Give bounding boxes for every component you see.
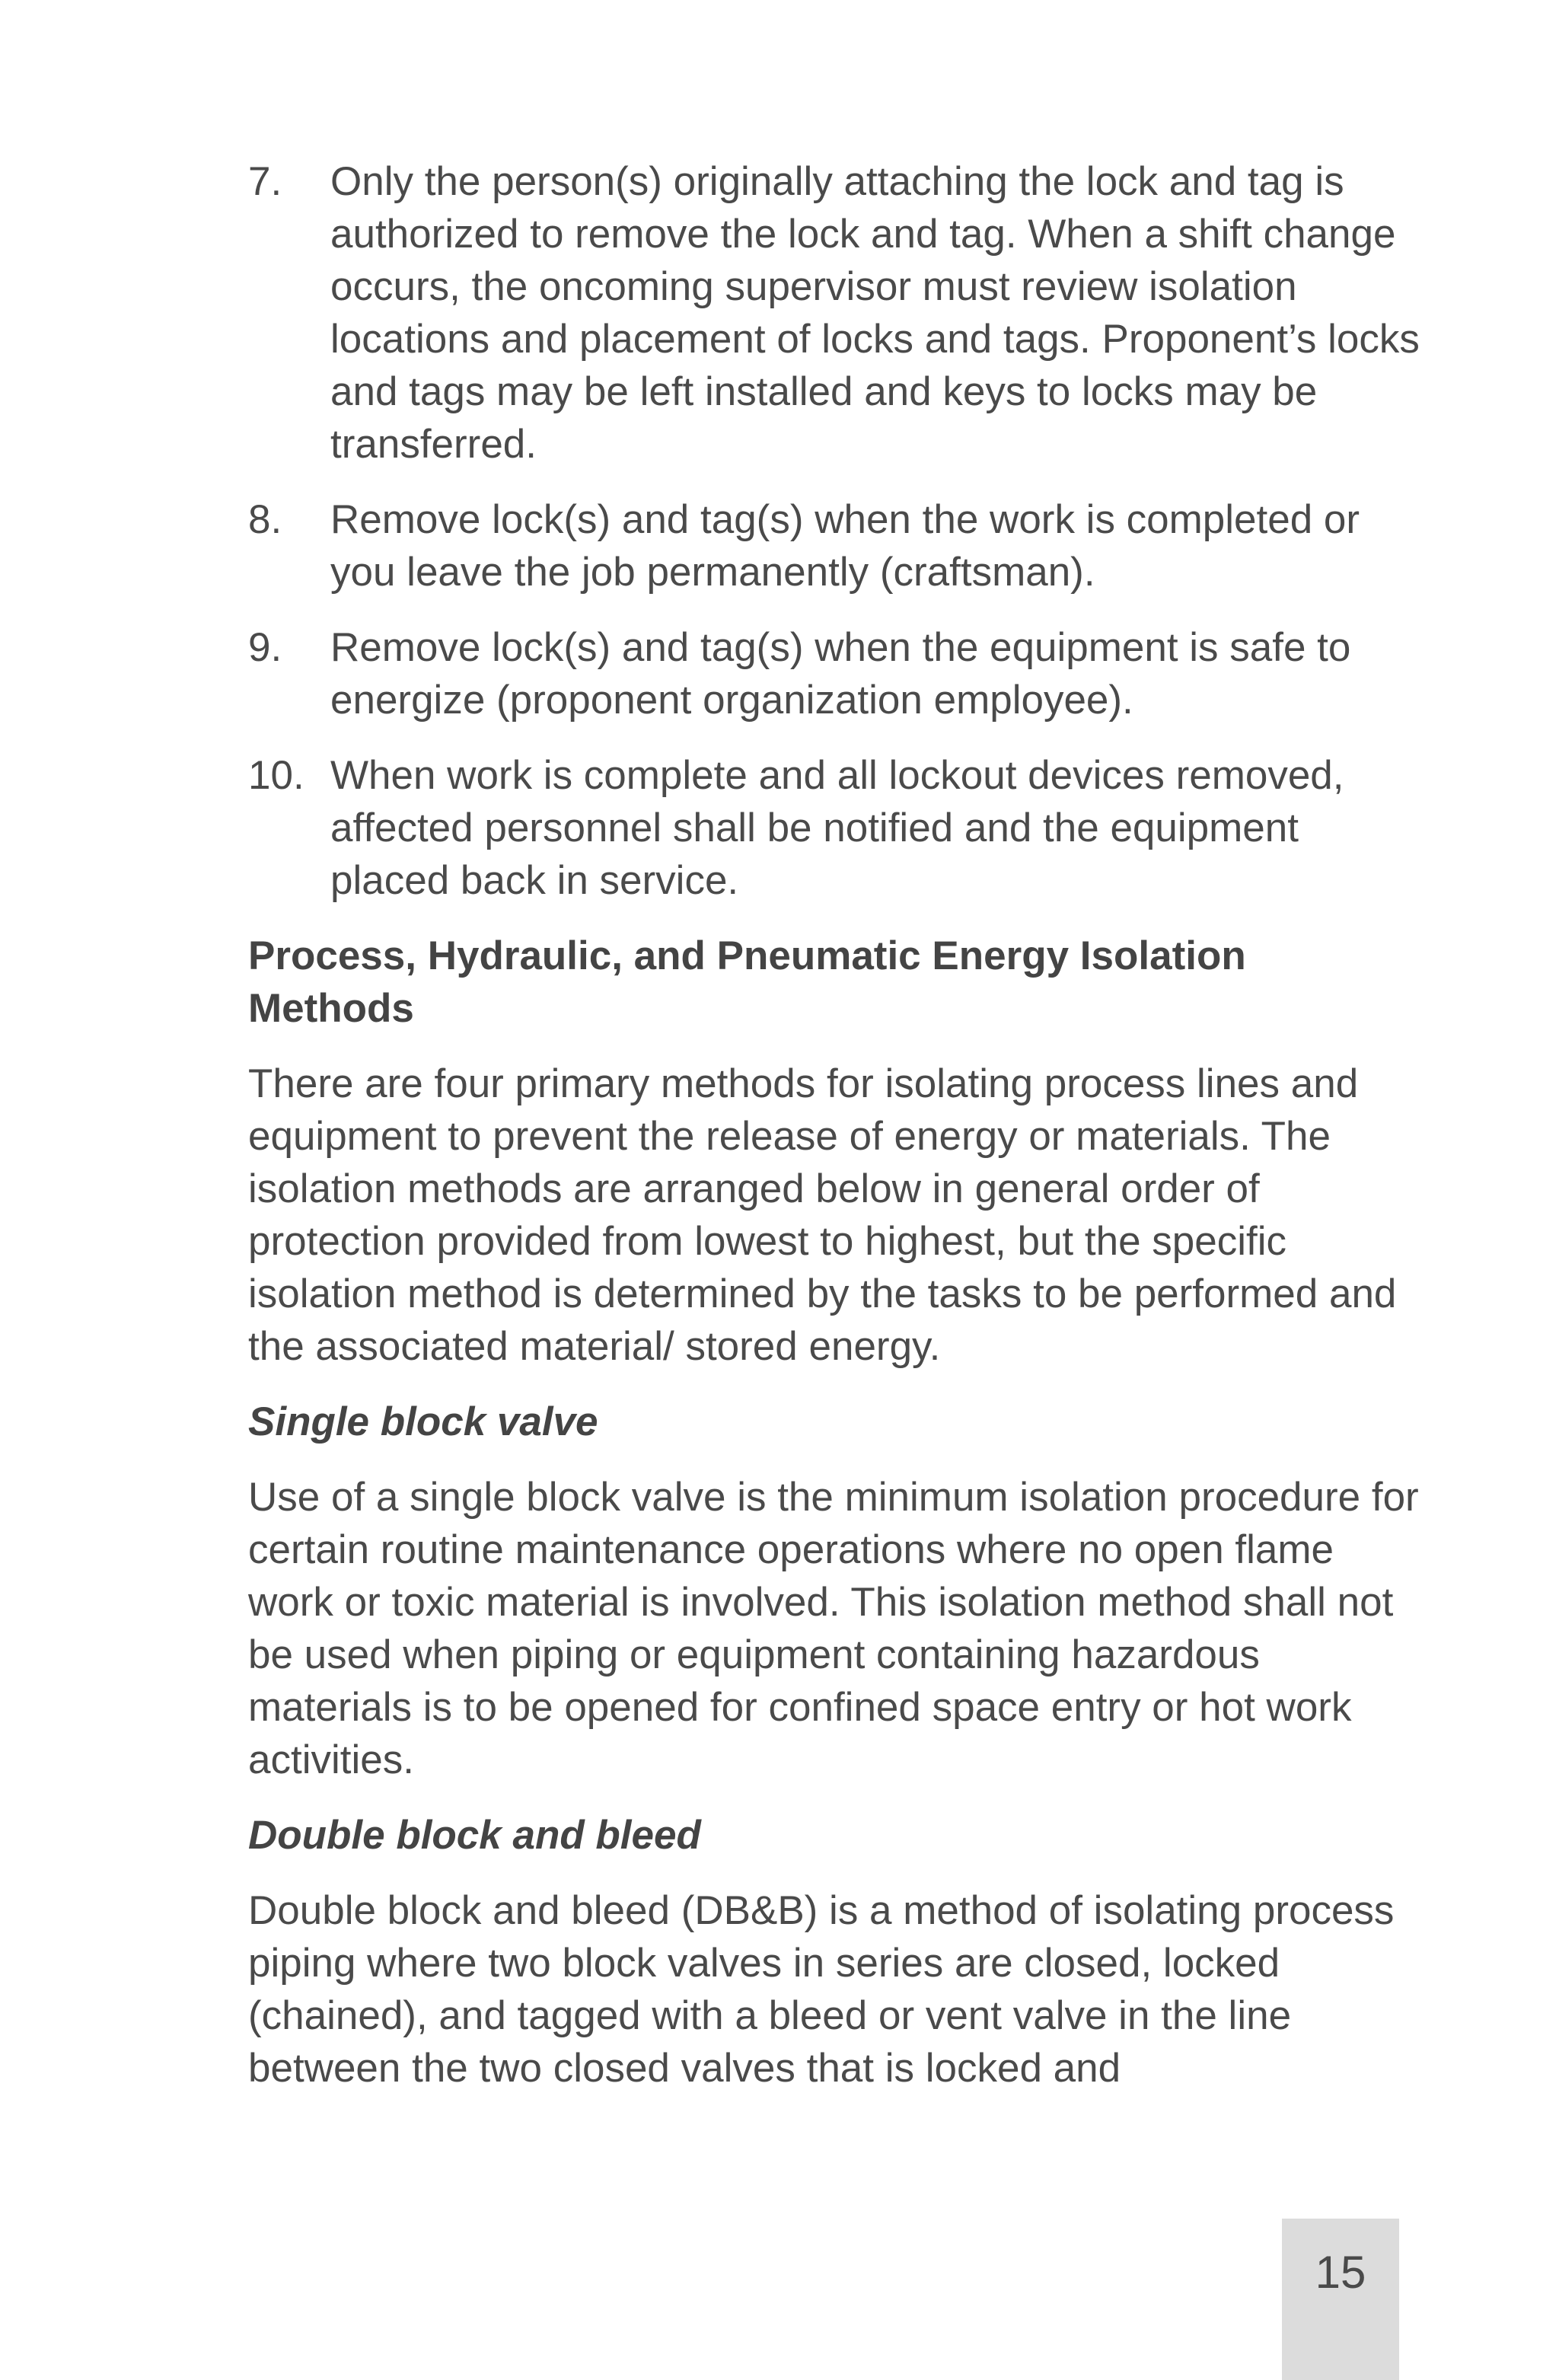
page-content — [248, 155, 1420, 2117]
double-block-heading: Double block and bleed — [248, 1813, 701, 1858]
page-number: 15 — [1315, 2247, 1366, 2298]
list-number: 9. — [248, 625, 282, 670]
list-number: 10. — [248, 753, 304, 798]
list-item — [248, 155, 1420, 471]
list-text: When work is complete and all lockout devices removed, affected personnel shall be notified and the equipment placed back in service. — [330, 753, 1344, 903]
section-intro: There are four primary methods for isolating process lines and equipment to prevent the release of energy or materials. The isolation methods are arranged below in general order of protection provided from lowest to highest, but the specific isolation method is determined by the tasks to be performed and the associated material/ stored energy. — [248, 1061, 1397, 1369]
list-number: 7. — [248, 159, 282, 204]
page-number-tab — [1282, 2219, 1399, 2380]
list-text: Remove lock(s) and tag(s) when the work is completed or you leave the job permanently (craftsman). — [330, 497, 1360, 595]
double-block-text: Double block and bleed (DB&B) is a method of isolating process piping where two block valves in series are closed, locked (chained), and tagged with a bleed or vent valve in the line between the two closed valves that is locked and — [248, 1888, 1395, 2091]
single-block-text: Use of a single block valve is the minimum isolation procedure for certain routine maintenance operations where no open flame work or toxic material is involved. This isolation method shall not be used when piping or equipment containing hazardous materials is to be opened for confined space entry or hot work activities. — [248, 1475, 1419, 1782]
list-text: Only the person(s) originally attaching the lock and tag is authorized to remove the lock and tag. When a shift change occurs, the oncoming supervisor must review isolation locations and placement of locks and tags. Proponent’s locks and tags may be left installed and keys to locks may be transferred. — [330, 159, 1420, 467]
section-heading: Process, Hydraulic, and Pneumatic Energy Isolation Methods — [248, 933, 1246, 1031]
list-item — [248, 621, 1420, 726]
list-item — [248, 749, 1420, 907]
single-block-heading: Single block valve — [248, 1399, 598, 1444]
list-number: 8. — [248, 497, 282, 542]
list-text: Remove lock(s) and tag(s) when the equipment is safe to energize (proponent organization employee). — [330, 625, 1351, 723]
list-item — [248, 493, 1420, 598]
